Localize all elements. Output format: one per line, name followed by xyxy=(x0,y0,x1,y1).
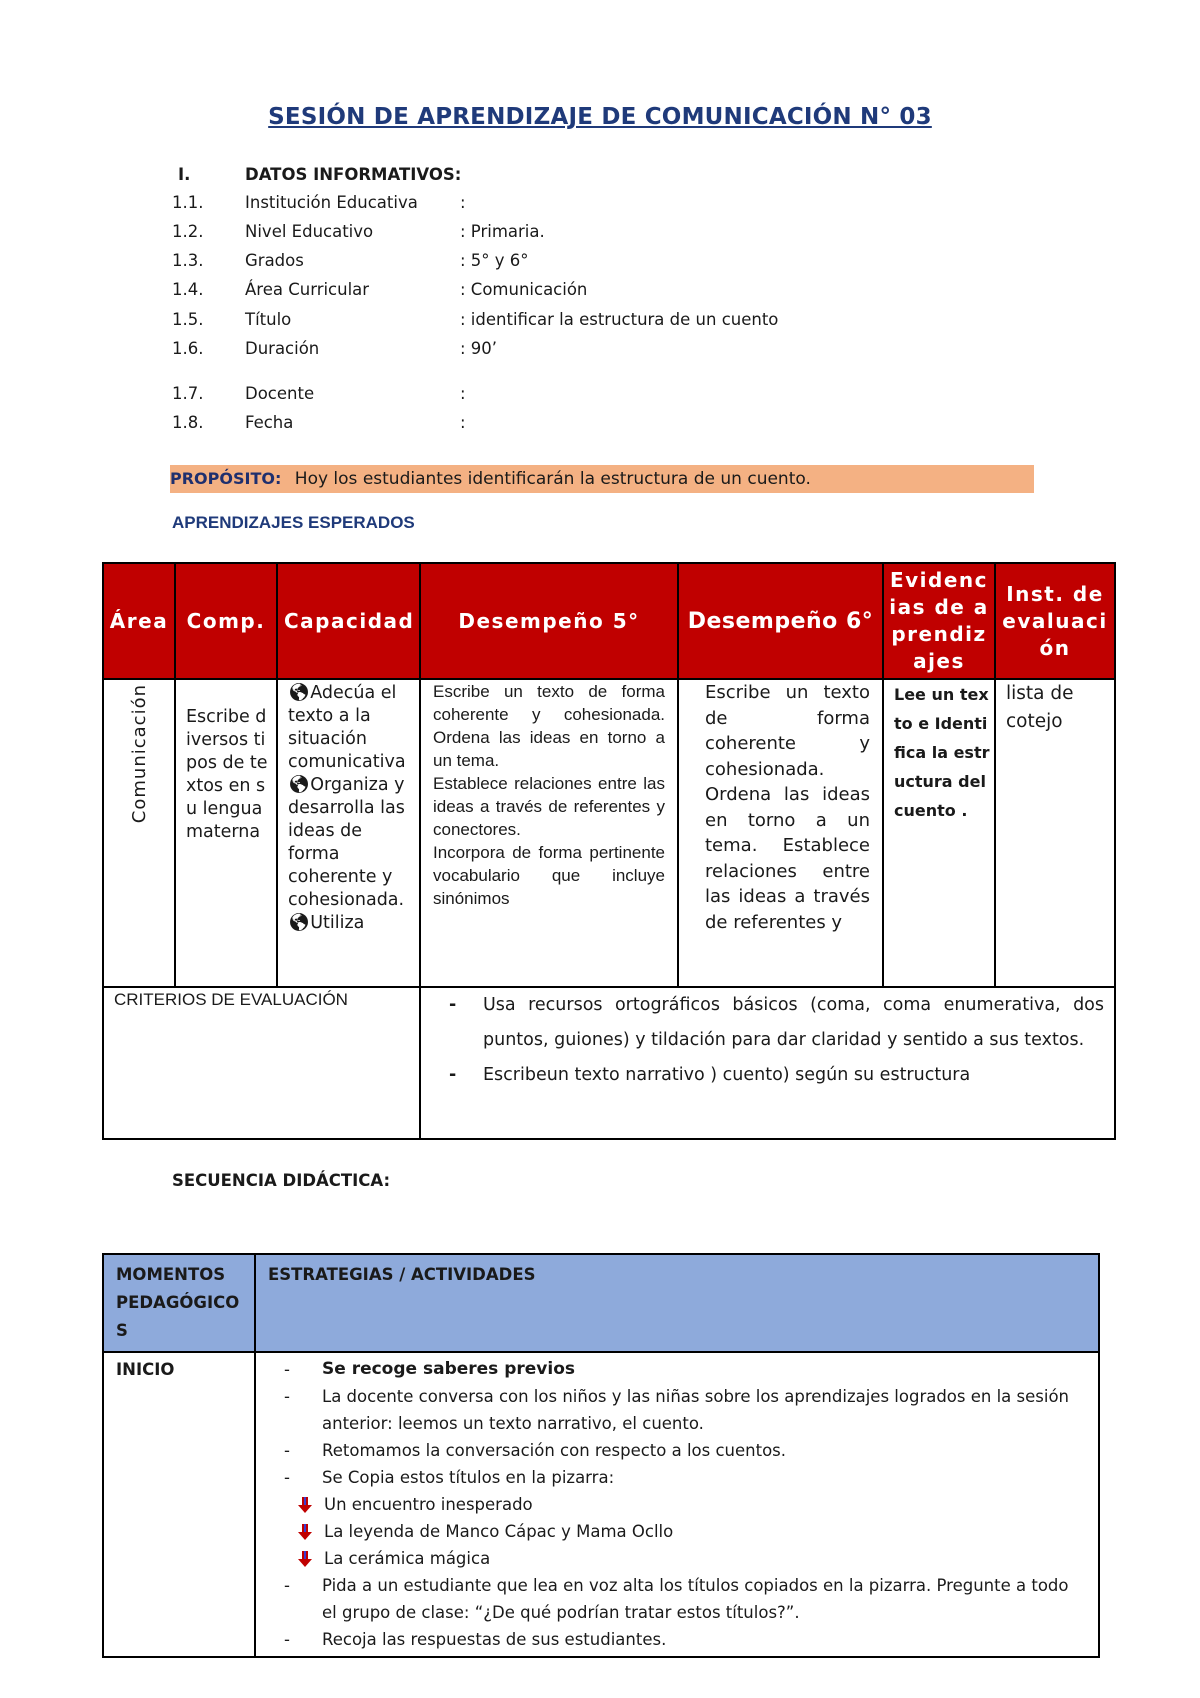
aprendizajes-table xyxy=(102,562,1116,1140)
proposito-text: Hoy los estudiantes identificarán la estructura de un cuento. xyxy=(294,469,811,489)
capacidad-item: 🌎︎Utiliza xyxy=(288,913,365,933)
datos-label-4: Área Curricular xyxy=(245,280,370,299)
actividad-item: - Se recoge saberes previos xyxy=(284,1359,576,1379)
globe-icon: 🌎︎ xyxy=(288,913,311,933)
actividades-cell xyxy=(255,1352,1099,1657)
datos-num-8: 1.8. xyxy=(172,413,204,432)
evidencia-cell xyxy=(883,679,995,987)
datos-num-5: 1.5. xyxy=(172,310,204,329)
desempeno-5-text-3: Incorpora de forma pertinente vocabulario que incluye sinónimos xyxy=(433,843,665,908)
datos-num-6: 1.6. xyxy=(172,339,204,358)
proposito-label: PROPÓSITO: xyxy=(170,469,282,488)
header-comp: Comp. xyxy=(175,563,277,679)
secuencia-heading: SECUENCIA DIDÁCTICA: xyxy=(172,1171,391,1190)
criterio-item: - Escribeun texto narrativo ) cuento) según su estructura xyxy=(449,1065,971,1085)
header-estrategias: ESTRATEGIAS / ACTIVIDADES xyxy=(255,1254,1099,1352)
actividad-item: - Se Copia estos títulos en la pizarra: xyxy=(284,1468,615,1487)
secuencia-table xyxy=(102,1253,1100,1658)
desempeno-6-cell xyxy=(678,679,883,987)
datos-num-1: 1.1. xyxy=(172,193,204,212)
capacidad-cell xyxy=(277,679,420,987)
datos-num-7: 1.7. xyxy=(172,384,204,403)
arrow-down-icon xyxy=(298,1518,324,1545)
datos-label-8: Fecha xyxy=(245,413,294,432)
competencia-cell xyxy=(175,679,277,987)
datos-num-4: 1.4. xyxy=(172,280,204,299)
datos-heading: DATOS INFORMATIVOS: xyxy=(245,165,462,184)
capacidad-item: 🌎︎Organiza y desarrolla las ideas de forma coherente y cohesionada. xyxy=(288,775,405,910)
header-instrumento: Inst. de evaluación xyxy=(995,563,1115,679)
criterios-label-cell xyxy=(103,987,420,1139)
titulo-item: Un encuentro inesperado xyxy=(268,1491,1086,1518)
header-capacidad: Capacidad xyxy=(277,563,420,679)
evidencia-text: Lee un texto e Identifica la estructura del cuento . xyxy=(894,685,990,820)
area-cell xyxy=(103,679,175,987)
desempeno-6-text: Escribe un texto de forma coherente y cohesionada. Ordena las ideas en torno a un tema. Establece relaciones entre las ideas a través de referentes y xyxy=(705,682,870,933)
momento-inicio: INICIO xyxy=(103,1352,255,1657)
capacidad-item: 🌎︎Adecúa el texto a la situación comunicativa xyxy=(288,683,406,772)
datos-value-1: : xyxy=(460,193,466,212)
actividad-item: - Pida a un estudiante que lea en voz alta los títulos copiados en la pizarra. Pregunte a todo el grupo de clase: “¿De qué podrían tratar estos títulos?”. xyxy=(284,1576,1069,1622)
globe-icon: 🌎︎ xyxy=(288,683,311,703)
area-label: Comunicación xyxy=(128,684,150,824)
datos-label-1: Institución Educativa xyxy=(245,193,418,212)
datos-value-5: : identificar la estructura de un cuento xyxy=(460,310,779,329)
datos-label-6: Duración xyxy=(245,339,320,358)
header-evidencias: Evidencias de aprendizajes xyxy=(883,563,995,679)
actividad-item: - La docente conversa con los niños y las niñas sobre los aprendizajes logrados en la sesión anterior: leemos un texto narrativo, el cuento. xyxy=(284,1387,1070,1433)
criterio-item: - Usa recursos ortográficos básicos (coma, coma enumerativa, dos puntos, guiones) y tildación para dar claridad y sentido a sus textos. xyxy=(449,995,1104,1050)
datos-label-7: Docente xyxy=(245,384,315,403)
titulo-item: La cerámica mágica xyxy=(268,1545,1086,1572)
datos-value-4: : Comunicación xyxy=(460,280,588,299)
criterios-label: CRITERIOS DE EVALUACIÓN xyxy=(114,990,348,1009)
datos-label-3: Grados xyxy=(245,251,304,270)
instrumento-cell xyxy=(995,679,1115,987)
criterios-cell xyxy=(420,987,1115,1139)
datos-label-2: Nivel Educativo xyxy=(245,222,374,241)
desempeno-5-cell xyxy=(420,679,678,987)
arrow-down-icon xyxy=(298,1545,324,1572)
datos-value-7: : xyxy=(460,384,466,403)
header-desempeno-6: Desempeño 6° xyxy=(678,563,883,679)
arrow-down-icon xyxy=(298,1491,324,1518)
datos-value-8: : xyxy=(460,413,466,432)
datos-heading-number: I. xyxy=(178,165,191,184)
instrumento-text: lista de cotejo xyxy=(1006,683,1074,732)
globe-icon: 🌎︎ xyxy=(288,775,311,795)
header-desempeno-5: Desempeño 5° xyxy=(420,563,678,679)
actividad-item: - Retomamos la conversación con respecto a los cuentos. xyxy=(284,1441,787,1460)
datos-num-2: 1.2. xyxy=(172,222,204,241)
actividad-item: - Recoja las respuestas de sus estudiantes. xyxy=(284,1630,667,1649)
page-title: SESIÓN DE APRENDIZAJE DE COMUNICACIÓN N° 03 xyxy=(268,104,932,130)
competencia-text: Escribe diversos tipos de textos en su lengua materna xyxy=(186,707,268,842)
header-area: Área xyxy=(103,563,175,679)
datos-value-2: : Primaria. xyxy=(460,222,545,241)
datos-num-3: 1.3. xyxy=(172,251,204,270)
datos-value-6: : 90’ xyxy=(460,339,498,358)
desempeno-5-text-2: Establece relaciones entre las ideas a través de referentes y conectores. xyxy=(433,774,665,839)
datos-value-3: : 5° y 6° xyxy=(460,251,529,270)
header-momentos: MOMENTOS PEDAGÓGICOS xyxy=(103,1254,255,1352)
aprendizajes-heading: APRENDIZAJES ESPERADOS xyxy=(172,513,415,532)
datos-label-5: Título xyxy=(245,310,292,329)
desempeno-5-text-1: Escribe un texto de forma coherente y cohesionada. Ordena las ideas en torno a un tema. xyxy=(433,682,665,770)
titulo-item: La leyenda de Manco Cápac y Mama Ocllo xyxy=(268,1518,1086,1545)
proposito-banner xyxy=(170,465,1034,493)
